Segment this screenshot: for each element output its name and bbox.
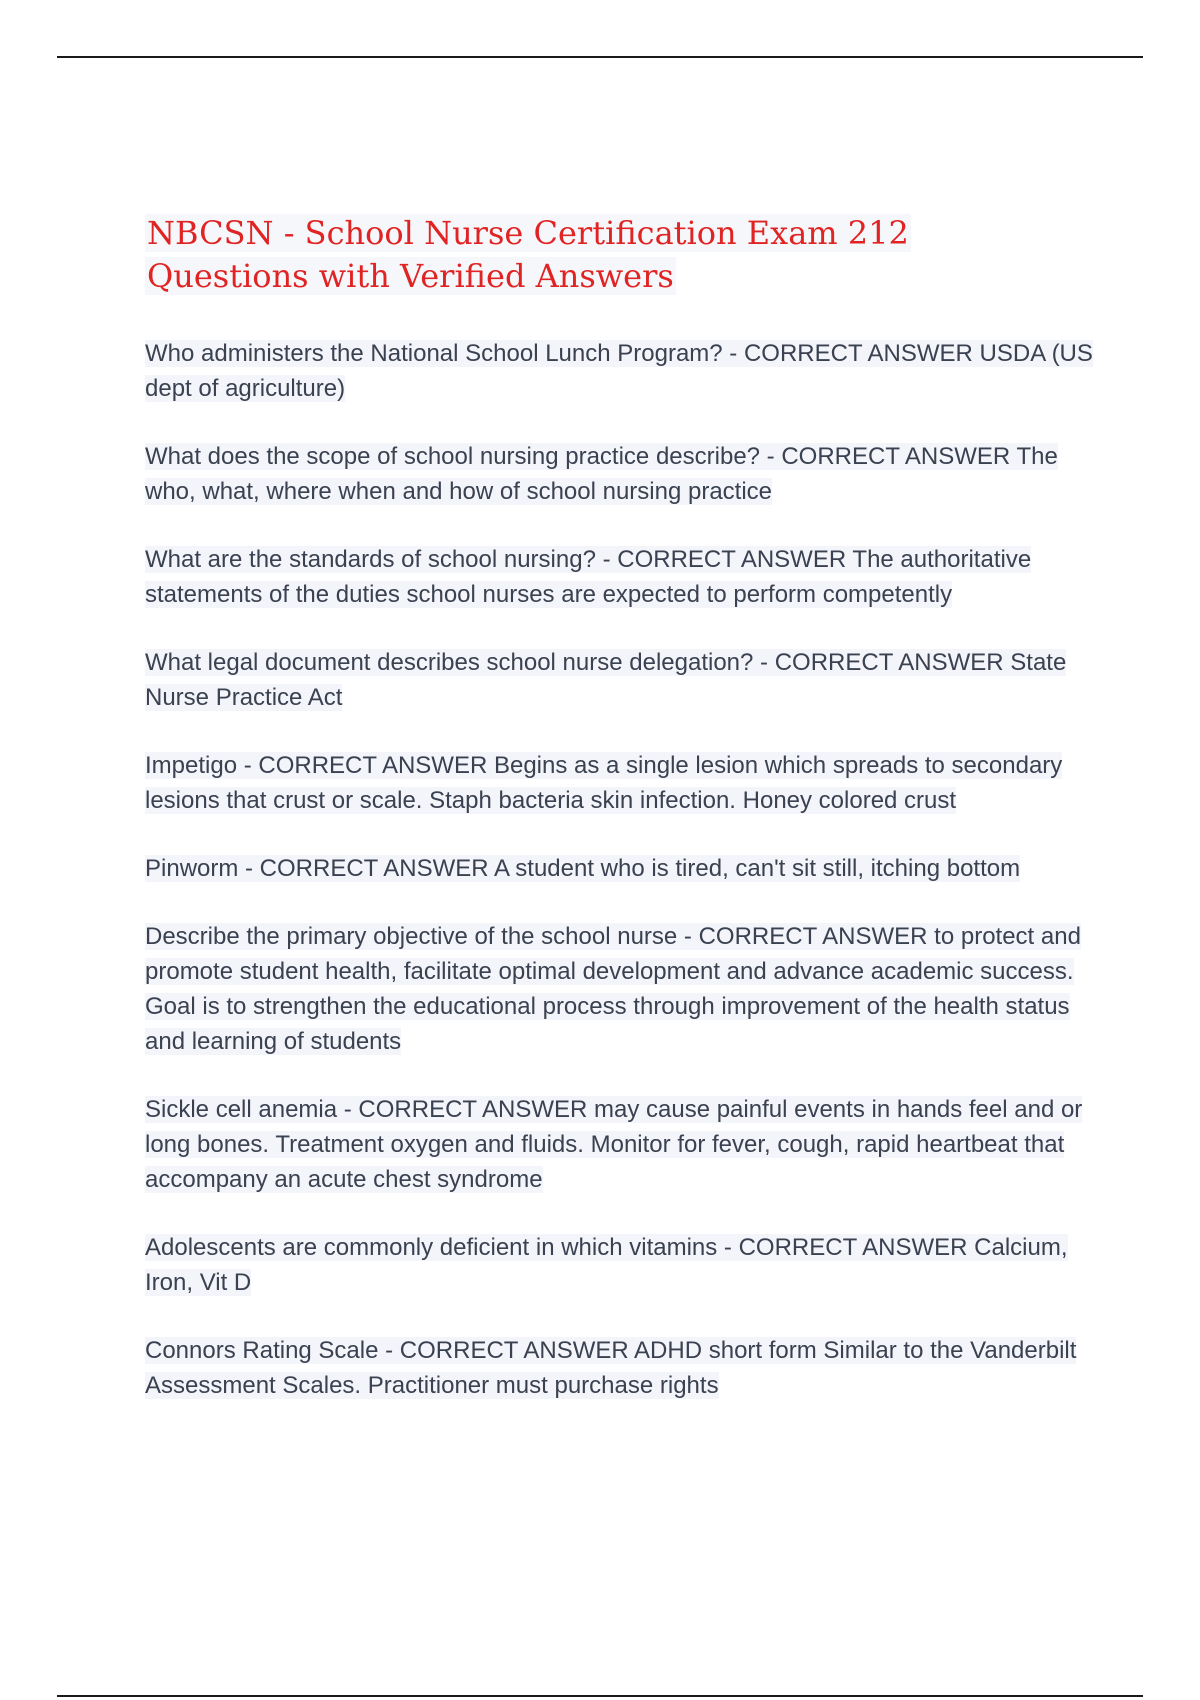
document-title: NBCSN - School Nurse Certification Exam 212 Questions with Verified Answers <box>147 214 909 295</box>
qa-item-text: Connors Rating Scale - CORRECT ANSWER ADHD short form Similar to the Vanderbilt Assessment Scales. Practitioner must purchase rights <box>145 1337 1077 1399</box>
qa-item-text: What are the standards of school nursing? - CORRECT ANSWER The authoritative statements of the duties school nurses are expected to perform competently <box>145 546 1032 608</box>
qa-item-text: Describe the primary objective of the school nurse - CORRECT ANSWER to protect and promote student health, facilitate optimal development and advance academic success. Goal is to strengthen the educational process through improvement of the health status and learning of students <box>145 923 1081 1055</box>
qa-item <box>145 439 1095 509</box>
qa-item-text: Adolescents are commonly deficient in which vitamins - CORRECT ANSWER Calcium, Iron, Vit D <box>145 1234 1068 1296</box>
qa-item <box>145 645 1095 715</box>
qa-item <box>145 542 1095 612</box>
qa-item-text: Sickle cell anemia - CORRECT ANSWER may cause painful events in hands feel and or long bones. Treatment oxygen and fluids. Monitor for fever, cough, rapid heartbeat that accompany an acute chest syndrome <box>145 1096 1083 1193</box>
qa-item-text: What does the scope of school nursing practice describe? - CORRECT ANSWER The who, what, where when and how of school nursing practice <box>145 443 1058 505</box>
title-block <box>145 212 1035 298</box>
qa-item <box>145 1230 1095 1300</box>
document-body <box>145 212 1095 1436</box>
qa-item <box>145 336 1095 406</box>
qa-item <box>145 1333 1095 1403</box>
qa-item-text: Pinworm - CORRECT ANSWER A student who is tired, can't sit still, itching bottom <box>145 855 1021 882</box>
qa-item <box>145 919 1095 1059</box>
footer-rule <box>57 1695 1143 1697</box>
qa-item <box>145 1092 1095 1197</box>
header-rule <box>57 56 1143 58</box>
qa-item-text: Impetigo - CORRECT ANSWER Begins as a single lesion which spreads to secondary lesions that crust or scale. Staph bacteria skin infection. Honey colored crust <box>145 752 1063 814</box>
qa-item <box>145 851 1095 886</box>
qa-item-text: Who administers the National School Lunch Program? - CORRECT ANSWER USDA (US dept of agriculture) <box>145 340 1093 402</box>
qa-item <box>145 748 1095 818</box>
qa-item-text: What legal document describes school nurse delegation? - CORRECT ANSWER State Nurse Practice Act <box>145 649 1067 711</box>
